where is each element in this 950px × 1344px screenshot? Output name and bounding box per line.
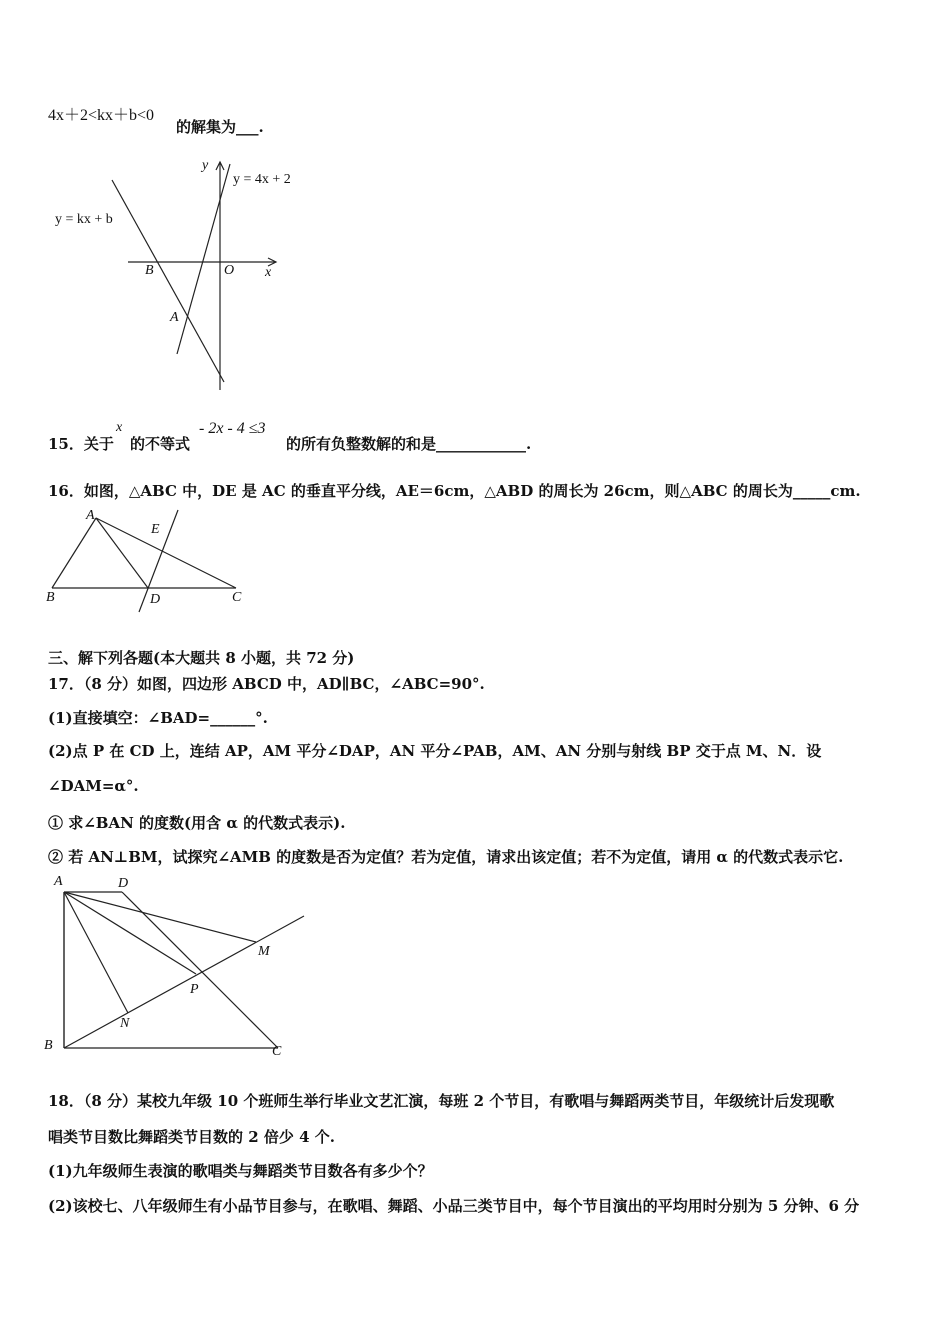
q17-label-N: N (120, 1016, 130, 1031)
q16-label-C: C (232, 590, 242, 605)
q17-sub1: ① 求∠BAN 的度数(用含 α 的代数式表示). (48, 814, 346, 832)
label-line2: y = kx + b (55, 212, 113, 227)
segment-DC (122, 892, 278, 1048)
q16-text: 16．如图，△ABC 中，DE 是 AC 的垂直平分线，AE＝6cm，△ABD 的周长为 26cm，则△ABC 的周长为_____cm. (48, 482, 861, 500)
line-4x-2 (177, 164, 230, 354)
q18-part1: (1)九年级师生表演的歌唱类与舞蹈类节目数各有多少个？ (48, 1162, 433, 1180)
segment-AN (64, 892, 128, 1013)
label-A: A (170, 310, 179, 325)
q17-label-M: M (258, 944, 270, 959)
q17-part1: (1)直接填空：∠BAD=______°. (48, 709, 268, 727)
section-3-heading: 三、解下列各题(本大题共 8 小题，共 72 分) (48, 649, 355, 667)
q16-label-E: E (151, 522, 160, 537)
q15-inequality: - 2x - 4 ≤3 (199, 420, 266, 437)
q17-label-A: A (54, 874, 63, 889)
segment-AC (96, 518, 236, 588)
q15-suffix: 的所有负整数解的和是____________. (286, 435, 532, 453)
segment-AD (96, 518, 148, 588)
q16-label-B: B (46, 590, 55, 605)
q18-line2: 唱类节目数比舞蹈类节目数的 2 倍少 4 个. (48, 1128, 335, 1146)
q15-variable: x (116, 420, 123, 435)
q17-label-P: P (190, 982, 199, 997)
label-B: B (145, 263, 154, 278)
q16-label-D: D (150, 592, 161, 607)
q14-inequality: 4x＋2<kx＋b<0 (48, 107, 155, 124)
q17-figure (50, 876, 320, 1066)
q15-middle: 的不等式 (130, 435, 191, 453)
q16-figure (44, 508, 254, 618)
label-O: O (224, 263, 235, 278)
q17-title: 17．（8 分）如图，四边形 ABCD 中，AD∥BC，∠ABC=90°. (48, 675, 485, 693)
q17-sub2: ② 若 AN⊥BM，试探究∠AMB 的度数是否为定值？若为定值，请求出该定值；若不为定值，请用 α 的代数式表示它. (48, 848, 844, 866)
q18-part2: (2)该校七、八年级师生有小品节目参与，在歌唱、舞蹈、小品三类节目中，每个节目演出的平均用时分别为 5 分钟、6 分 (48, 1197, 860, 1215)
line-kx-b (112, 180, 224, 382)
q17-part2-line1: (2)点 P 在 CD 上，连结 AP，AM 平分∠DAP，AN 平分∠PAB，AM、AN 分别与射线 BP 交于点 M、N．设 (48, 742, 822, 760)
q17-label-C: C (272, 1044, 282, 1059)
label-x: x (265, 265, 272, 280)
segment-AP (64, 892, 196, 974)
label-y: y (202, 158, 209, 173)
q16-label-A: A (86, 508, 95, 523)
q18-line1: 18．（8 分）某校九年级 10 个班师生举行毕业文艺汇演，每班 2 个节目，有歌唱与舞蹈两类节目，年级统计后发现歌 (48, 1092, 835, 1110)
segment-AM (64, 892, 256, 942)
q17-label-B: B (44, 1038, 53, 1053)
q15-prefix: 15．关于 (48, 435, 114, 453)
q14-suffix: 的解集为___. (176, 118, 264, 136)
segment-AB (52, 518, 96, 588)
q17-part2-line2: ∠DAM=α°. (48, 777, 139, 795)
ray-BP (64, 916, 304, 1048)
q17-label-D: D (118, 876, 129, 891)
label-line1: y = 4x + 2 (233, 172, 291, 187)
